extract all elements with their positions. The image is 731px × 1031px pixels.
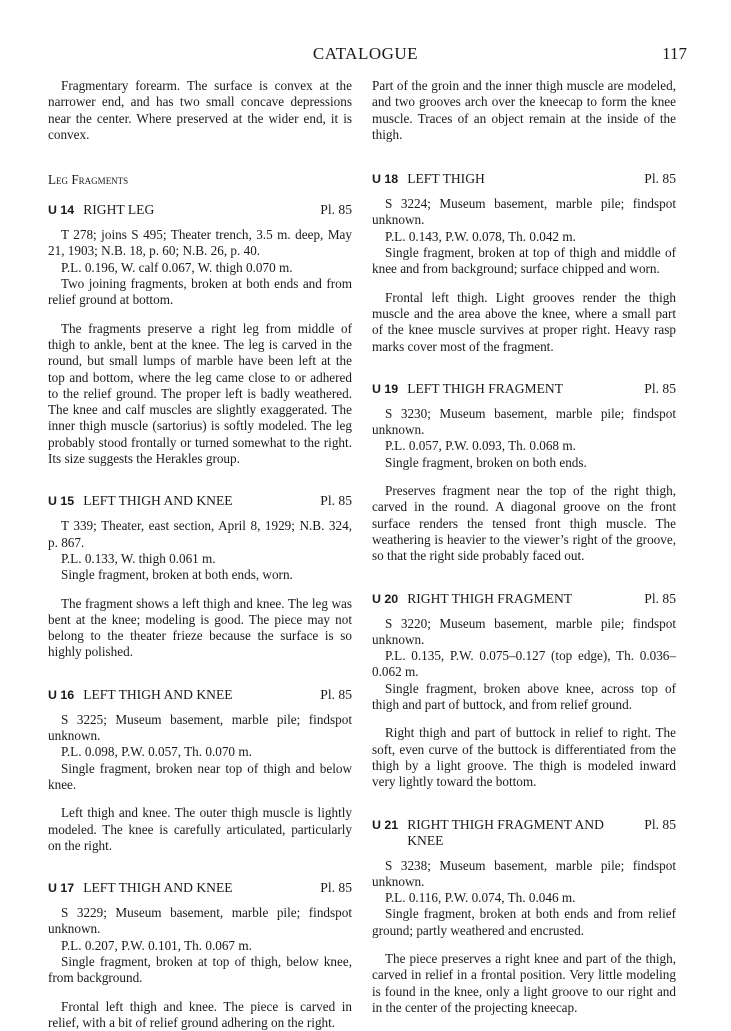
entry-description: Frontal left thigh and knee. The piece is carved in relief, with a bit of relief ground adhering on the right. (48, 998, 352, 1030)
entry-reference: T 278; joins S 495; Theater trench, 3.5 m. deep, May 21, 1903; N.B. 18, p. 60; N.B. 26, p. 40. (48, 227, 352, 259)
entry-id: U 14 (48, 203, 75, 218)
entry-reference: S 3224; Museum basement, marble pile; findspot unknown. (372, 196, 676, 228)
entry-condition: Single fragment, broken at top of thigh, below knee, from background. (48, 953, 352, 986)
running-head: CATALOGUE (312, 44, 419, 63)
entry-condition: Single fragment, broken near top of thigh and below knee. (48, 760, 352, 792)
entry-reference: S 3220; Museum basement, marble pile; findspot unknown. (372, 615, 676, 647)
entry-description: Frontal left thigh. Light grooves render the thigh muscle and the area above the knee, where a small part of the knee muscle survives at proper right. Heavy rasp marks cover most of the fragment. (372, 289, 676, 354)
entry-id: U 17 (48, 881, 75, 896)
entry-id: U 19 (372, 381, 399, 396)
entry-title: LEFT THIGH AND KNEE (83, 686, 233, 702)
entry-title: LEFT THIGH (407, 171, 485, 187)
plate-ref: Pl. 85 (320, 493, 352, 509)
right-column (372, 78, 676, 1016)
entry-heading (372, 591, 676, 607)
entry-reference: S 3225; Museum basement, marble pile; findspot unknown. (48, 711, 352, 744)
entry-heading (372, 817, 676, 849)
entry-description: The fragments preserve a right leg from middle of thigh to ankle, bent at the knee. The leg is carved in the round, but small lumps of marble have been left at the top and bottom, where the leg came close to or adhered to the relief ground. The proper left is badly weathered. The knee and calf muscles are slightly exaggerated. The inner thigh muscle (sartorius) is softly modeled. The leg probably stood frontally or turned somewhat to the right. Its size suggests the Herakles group. (48, 320, 352, 467)
entry-heading (48, 687, 352, 703)
section-title: Leg Fragments (48, 172, 129, 188)
entry-heading (372, 381, 676, 397)
entry-reference: S 3238; Museum basement, marble pile; findspot unknown. (372, 857, 676, 889)
entry-dimensions: P.L. 0.196, W. calf 0.067, W. thigh 0.070 m. (61, 259, 293, 275)
entry-heading (372, 171, 676, 187)
entry-u19 (372, 381, 676, 565)
entry-title: LEFT THIGH AND KNEE (83, 880, 233, 896)
left-column (48, 78, 352, 1031)
entry-u18 (372, 171, 676, 355)
entry-reference: S 3230; Museum basement, marble pile; findspot unknown. (372, 405, 676, 438)
entry-reference: S 3229; Museum basement, marble pile; findspot unknown. (48, 905, 352, 937)
plate-ref: Pl. 85 (644, 171, 676, 187)
entry-id: U 21 (372, 817, 399, 832)
entry-condition: Single fragment, broken at both ends, worn. (61, 567, 293, 583)
entry-dimensions: P.L. 0.098, P.W. 0.057, Th. 0.070 m. (61, 744, 252, 760)
entry-heading (48, 493, 352, 509)
entry-id: U 15 (48, 494, 75, 509)
entry-title: LEFT THIGH FRAGMENT (407, 380, 564, 396)
entry-u16 (48, 687, 352, 854)
entry-condition: Two joining fragments, broken at both ends and from relief ground at bottom. (48, 276, 352, 308)
entry-dimensions: P.L. 0.135, P.W. 0.075–0.127 (top edge), Th. 0.036–0.062 m. (372, 648, 676, 680)
entry-id: U 16 (48, 687, 75, 702)
entry-condition: Single fragment, broken above knee, across top of thigh and part of buttock, and from relief ground. (372, 680, 676, 713)
entry-id: U 20 (372, 591, 399, 606)
entry-dimensions: P.L. 0.133, W. thigh 0.061 m. (61, 550, 216, 566)
entry-description: The piece preserves a right knee and part of the thigh, carved in relief in a frontal position. Very little modeling is found in the knee, only a light groove to our right and in the center of the projecting kneecap. (372, 950, 676, 1015)
plate-ref: Pl. 85 (644, 590, 676, 606)
entry-title: RIGHT LEG (83, 202, 155, 218)
entry-condition: Single fragment, broken at top of thigh and middle of knee and from background; surface chipped and worn. (372, 245, 676, 277)
plate-ref: Pl. 85 (644, 380, 676, 396)
plate-ref: Pl. 85 (320, 880, 352, 896)
entry-dimensions: P.L. 0.143, P.W. 0.078, Th. 0.042 m. (385, 228, 576, 244)
entry-dimensions: P.L. 0.116, P.W. 0.074, Th. 0.046 m. (385, 890, 576, 906)
entry-heading (48, 880, 352, 896)
entry-description: Left thigh and knee. The outer thigh muscle is lightly modeled. The knee is carefully articulated, particularly on the right. (48, 805, 352, 853)
entry-description: Right thigh and part of buttock in relief to right. The soft, even curve of the buttock is differentiated from the thigh by a light groove. The thigh is modeled inward very lightly toward the bottom. (372, 725, 676, 790)
plate-ref: Pl. 85 (644, 816, 676, 832)
entry-title: RIGHT THIGH FRAGMENT (407, 590, 573, 606)
entry-dimensions: P.L. 0.057, P.W. 0.093, Th. 0.068 m. (385, 438, 576, 454)
entry-u21 (372, 817, 676, 1017)
entry-u20 (372, 591, 676, 791)
entry-dimensions: P.L. 0.207, P.W. 0.101, Th. 0.067 m. (61, 937, 252, 953)
entry-heading (48, 202, 352, 218)
entry-u14 (48, 202, 352, 467)
entry-condition: Single fragment, broken at both ends and from relief ground; partly weathered and encrusted. (372, 906, 676, 938)
plate-ref: Pl. 85 (320, 202, 352, 218)
intro-paragraph: Fragmentary forearm. The surface is convex at the narrower end, and has two small concave depressions near the center. Where preserved at the wider end, it is convex. (48, 78, 352, 142)
page-number: 117 (662, 44, 687, 63)
entry-u17 (48, 880, 352, 1031)
entry-description: The fragment shows a left thigh and knee. The leg was bent at the knee; modeling is good. The piece may not belong to the theater frieze because the surface is so highly polished. (48, 595, 352, 660)
entry-description: Preserves fragment near the top of the right thigh, carved in the round. A diagonal groove on the front surface renders the tensed front thigh muscle. The weathering is heavier to the viewer’s right of the groove, so that the right side probably faced out. (372, 483, 676, 564)
entry-u15 (48, 493, 352, 660)
continued-paragraph: Part of the groin and the inner thigh muscle are modeled, and two grooves arch over the kneecap to form the knee muscle. Traces of an object remain at the inside of the thigh. (372, 78, 676, 142)
entry-id: U 18 (372, 172, 399, 187)
entry-title: RIGHT THIGH FRAGMENT AND KNEE (407, 816, 604, 848)
entry-condition: Single fragment, broken on both ends. (385, 454, 587, 470)
entry-title: LEFT THIGH AND KNEE (83, 493, 233, 509)
plate-ref: Pl. 85 (320, 686, 352, 702)
entry-reference: T 339; Theater, east section, April 8, 1929; N.B. 324, p. 867. (48, 518, 352, 550)
